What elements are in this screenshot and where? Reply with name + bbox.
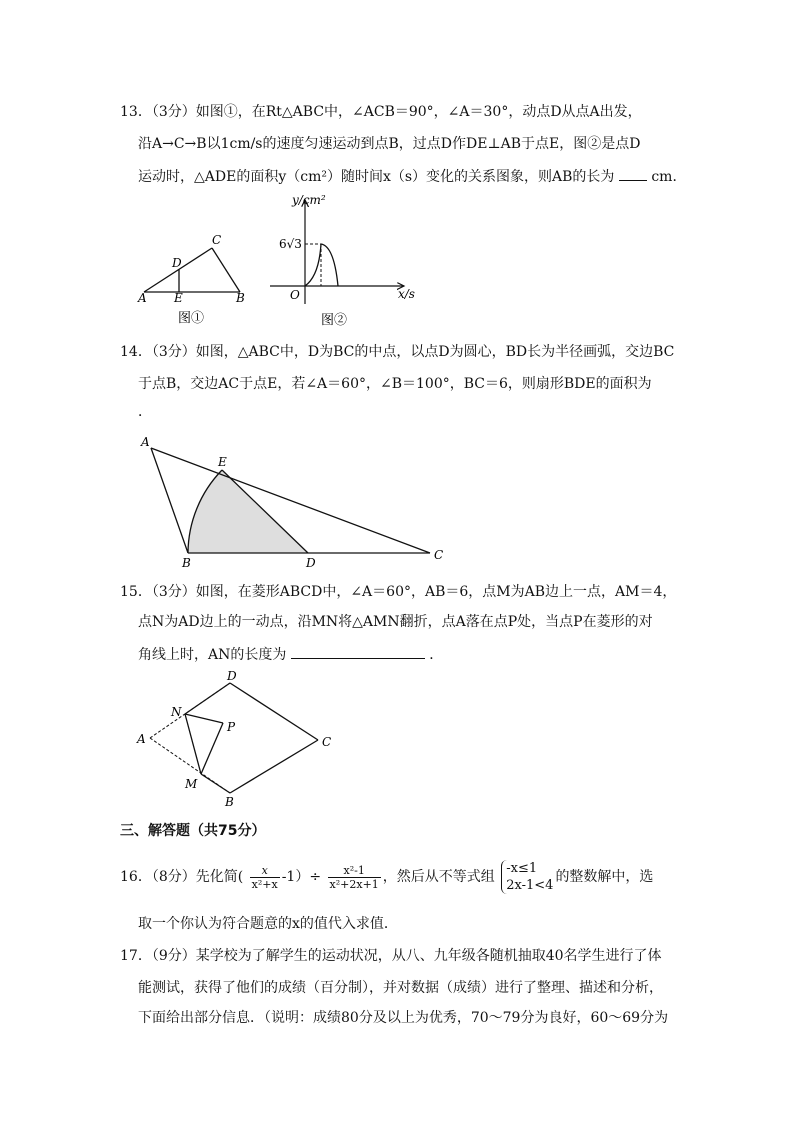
q16-minus-one: -1）÷ [281, 869, 322, 885]
q15-label-a: A [137, 732, 146, 746]
q17-line1: 17．（9分）某学校为了解学生的运动状况，从八、九年级各随机抽取40名学生进行了体 [120, 948, 662, 964]
q15-label-m: M [185, 777, 198, 791]
section-heading-answers: 三、解答题（共75分） [120, 823, 266, 839]
q13-line3-unit: cm． [651, 169, 687, 185]
q13-fig2-origin-label: O [290, 288, 300, 302]
q15-label-c: C [322, 735, 332, 749]
q17-line3: 下面给出部分信息．（说明：成绩80分及以上为优秀，70～79分为良好，60～69分为 [138, 1010, 669, 1026]
q15-label-n: N [171, 705, 182, 719]
q16-inequality-1: -x≤1 [506, 861, 538, 876]
q14-line2: 于点B，交边AC于点E，若∠A＝60°，∠B＝100°，BC＝6，则扇形BDE的面积为 [138, 376, 652, 392]
q13-answer-blank [619, 166, 647, 181]
q13-fig2-yaxis-label: y/cm² [292, 193, 326, 207]
q13-fig1-label-d: D [172, 256, 182, 270]
q16-frac1-numerator: x [250, 864, 280, 878]
q15-figure [130, 668, 350, 813]
q13-line2: 沿A→C→B以1cm/s的速度匀速运动到点B，过点D作DE⊥AB于点E，图②是点D [138, 136, 641, 152]
q13-line1: 13．（3分）如图①，在Rt△ABC中，∠ACB＝90°，∠A＝30°，动点D从点A出发， [120, 104, 642, 120]
q17-line2: 能测试，获得了他们的成绩（百分制），并对数据（成绩）进行了整理、描述和分析， [138, 980, 663, 996]
q15-label-d: D [227, 669, 237, 683]
q16-fraction-1 [250, 864, 280, 891]
q13-fig1-label-b: B [236, 291, 245, 305]
q15-line1: 15．（3分）如图，在菱形ABCD中，∠A＝60°，AB＝6，点M为AB边上一点，AM＝4， [120, 584, 677, 600]
q15-label-b: B [225, 795, 234, 809]
q14-label-e: E [218, 455, 227, 469]
q15-line3 [138, 644, 443, 665]
q13-figure-1 [130, 230, 270, 330]
q13-fig2-xaxis-label: x/s [398, 287, 415, 301]
q14-line1: 14．（3分）如图，△ABC中，D为BC的中点，以点D为圆心，BD长为半径画弧，交边BC [120, 344, 675, 360]
q13-fig1-caption: 图① [178, 311, 205, 326]
q13-fig2-caption: 图② [321, 313, 348, 328]
q16-prefix: 16．（8分）先化简 [120, 869, 238, 885]
q13-fig1-label-c: C [212, 233, 222, 247]
q16-line1: 16．（8分）先化简( $\frac{x}{\text{x²+x}}$ -1）÷ $\frac{\text{x²-1}}{\text{x²+2x+1}}$ ，然后从不等式组 -x≤1 2x-1<4 的整数解中，选 [120, 861, 654, 893]
q13-fig1-label-e: E [174, 291, 183, 305]
q16-inequality-system [501, 860, 553, 894]
q15-line2: 点N为AD边上的一动点，沿MN将△AMN翻折，点A落在点P处，当点P在菱形的对 [138, 614, 653, 630]
q13-fig2-peak-label: 6√3 [279, 237, 302, 251]
q15-line3-end: ． [429, 647, 444, 663]
q16-fraction-2 [328, 864, 381, 891]
q13-figure-2 [270, 192, 420, 332]
q16-frac2-denominator: x²+2x+1 [329, 877, 379, 891]
q16-mid-text: ，然后从不等式组 [382, 869, 495, 885]
q14-figure [130, 430, 460, 575]
q16-inequality-2: 2x-1<4 [506, 878, 554, 893]
q13-line3-text: 运动时，△ADE的面积y（cm²）随时间x（s）变化的关系图象，则AB的长为 [138, 169, 615, 185]
q16-suffix: 的整数解中，选 [555, 869, 654, 885]
q13-fig1-label-a: A [138, 291, 147, 305]
q14-label-b: B [182, 556, 191, 570]
q14-label-d: D [306, 556, 316, 570]
q16-line2: 取一个你认为符合题意的x的值代入求值． [138, 916, 398, 932]
q15-answer-blank [291, 644, 425, 659]
q16-frac1-denominator: x²+x [251, 877, 278, 891]
q14-label-c: C [434, 548, 444, 562]
q16-frac2-numerator: x²-1 [328, 864, 381, 878]
q13-line3 [138, 166, 686, 187]
q15-line3-text: 角线上时，AN的长度为 [138, 647, 287, 663]
q14-line3: ． [138, 404, 152, 420]
q15-label-p: P [227, 720, 236, 734]
q14-label-a: A [141, 435, 150, 449]
